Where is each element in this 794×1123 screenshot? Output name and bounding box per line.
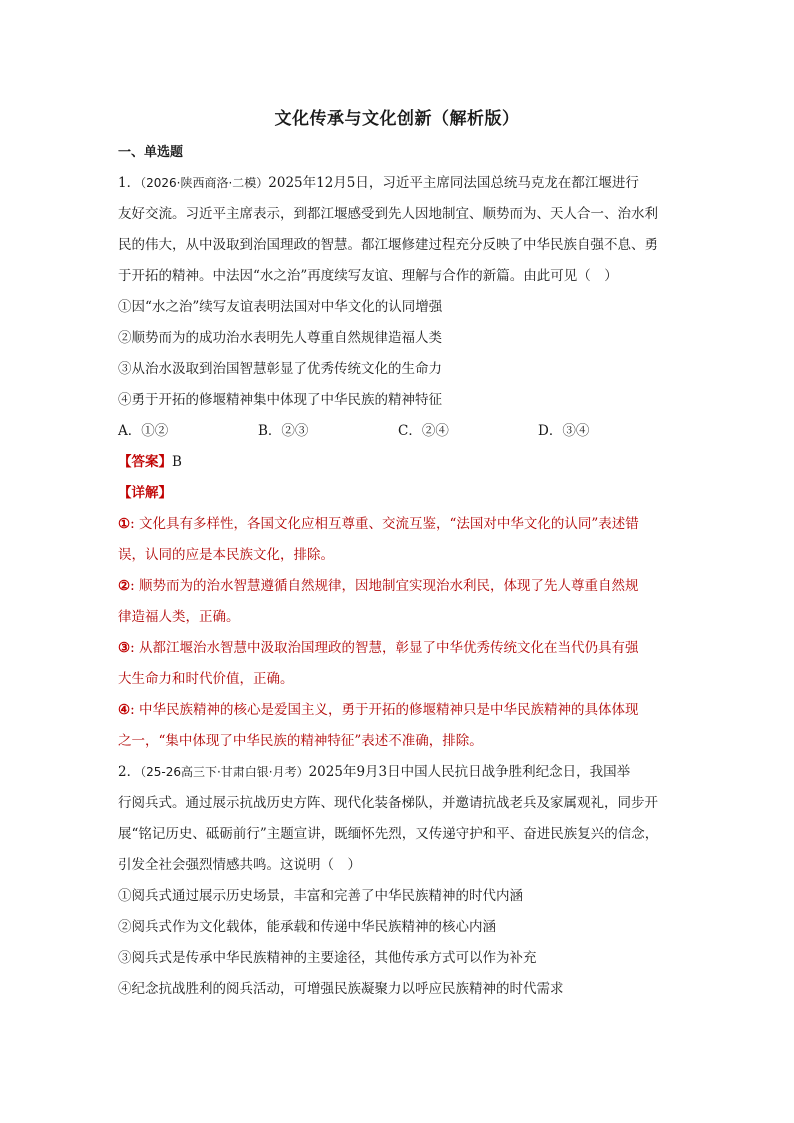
choice-c: C．②④ bbox=[398, 423, 449, 439]
document-content bbox=[118, 142, 678, 1005]
question-stem-text: 2025年12月5日，习近平主席同法国总统马克龙在都江堰进行 bbox=[268, 175, 639, 191]
question-stem-line bbox=[118, 168, 678, 199]
statement-item: ②顺势而为的成功治水表明先人尊重自然规律造福人类 bbox=[118, 330, 442, 346]
question-stem-line: 于开拓的精神。中法因“水之治”再度续写友谊、理解与合作的新篇。由此可见（ ） bbox=[118, 268, 618, 284]
question-stem-line: 展“铭记历史、砥砺前行”主题宣讲，既缅怀先烈，又传递守护和平、奋进民族复兴的信念， bbox=[118, 826, 659, 842]
question-source: （2026·陕西商洛·二模） bbox=[140, 176, 269, 190]
analysis-line: 误，认同的应是本民族文化，排除。 bbox=[118, 547, 334, 563]
question-source: （25-26高三下·甘肃白银·月考） bbox=[140, 765, 309, 779]
choice-d: D．③④ bbox=[538, 423, 590, 439]
section-heading: 一、单选题 bbox=[118, 145, 184, 160]
analysis-line: ③: 从都江堰治水智慧中汲取治国理政的智慧，彰显了中华优秀传统文化在当代仍具有强 bbox=[118, 640, 639, 656]
answer-value: B bbox=[172, 454, 182, 470]
question-stem-line: 友好交流。习近平主席表示，到都江堰感受到先人因地制宜、顺势而为、天人合一、治水利 bbox=[118, 206, 658, 222]
question-number: 1． bbox=[118, 175, 141, 191]
statement-item: ③阅兵式是传承中华民族精神的主要途径，其他传承方式可以作为补充 bbox=[118, 950, 537, 966]
detail-line bbox=[118, 478, 678, 509]
answer-choices bbox=[118, 416, 678, 447]
question-2 bbox=[118, 757, 678, 1005]
question-stem-line: 民的伟大，从中汲取到治国理政的智慧。都江堰修建过程充分反映了中华民族自强不息、勇 bbox=[118, 237, 658, 253]
question-1 bbox=[118, 168, 678, 757]
analysis-line: ②: 顺势而为的治水智慧遵循自然规律，因地制宜实现治水利民，体现了先人尊重自然规 bbox=[118, 578, 639, 594]
analysis-line: 大生命力和时代价值，正确。 bbox=[118, 671, 294, 687]
statement-item: ①因“水之治”续写友谊表明法国对中华文化的认同增强 bbox=[118, 299, 443, 315]
question-stem-text: 2025年9月3日中国人民抗日战争胜利纪念日，我国举 bbox=[308, 764, 631, 780]
statement-item: ②阅兵式作为文化载体，能承载和传递中华民族精神的核心内涵 bbox=[118, 919, 496, 935]
choice-a: A．①② bbox=[118, 423, 169, 439]
analysis-line: 律造福人类，正确。 bbox=[118, 609, 240, 625]
statement-item: ④勇于开拓的修堰精神集中体现了中华民族的精神特征 bbox=[118, 392, 442, 408]
analysis-line: ①: 文化具有多样性，各国文化应相互尊重、交流互鉴，“法国对中华文化的认同”表述错 bbox=[118, 516, 639, 532]
question-stem-line: 引发全社会强烈情感共鸣。这说明（ ） bbox=[118, 857, 361, 873]
page-title: 文化传承与文化创新（解析版） bbox=[274, 109, 520, 129]
statement-item: ④纪念抗战胜利的阅兵活动，可增强民族凝聚力以呼应民族精神的时代需求 bbox=[118, 981, 564, 997]
detail-tag: 【详解】 bbox=[118, 485, 172, 501]
analysis-line: ④: 中华民族精神的核心是爱国主义，勇于开拓的修堰精神只是中华民族精神的具体体现 bbox=[118, 702, 639, 718]
answer-line bbox=[118, 447, 678, 478]
statement-item: ①阅兵式通过展示历史场景，丰富和完善了中华民族精神的时代内涵 bbox=[118, 888, 523, 904]
answer-tag: 【答案】 bbox=[118, 454, 172, 470]
question-stem-line: 行阅兵式。通过展示抗战历史方阵、现代化装备梯队，并邀请抗战老兵及家属观礼，同步开 bbox=[118, 795, 658, 811]
choice-b: B．②③ bbox=[258, 423, 309, 439]
analysis-line: 之一，“集中体现了中华民族的精神特征”表述不准确，排除。 bbox=[118, 733, 483, 749]
statement-item: ③从治水汲取到治国智慧彰显了优秀传统文化的生命力 bbox=[118, 361, 442, 377]
question-number: 2． bbox=[118, 764, 141, 780]
question-stem-line bbox=[118, 757, 678, 788]
